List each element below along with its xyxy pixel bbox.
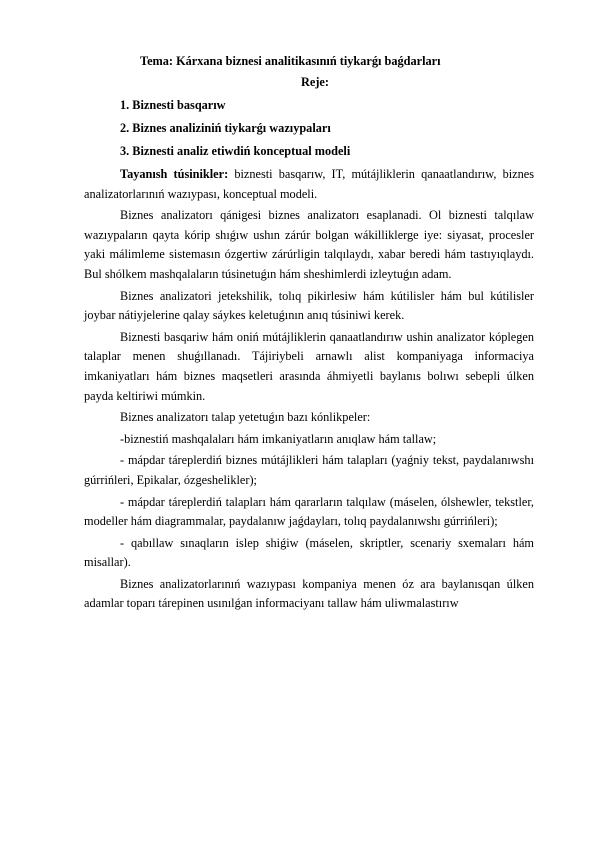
list-item-3: - mápdar táreplerdiń talapları hám qararların talqılaw (máselen, ólshewler, tekstler, modeller hám diagrammalar, paydalanıw jaǵdayları, tolıq paydalanıwshı gúrrińleri); bbox=[84, 494, 534, 529]
plan-heading: Reje: bbox=[301, 75, 329, 89]
plan-item-2: 2. Biznes analiziniń tiykarǵı wazıypaları bbox=[120, 121, 331, 135]
list-item-4: - qabıllaw sınaqların islep shiǵiw (máselen, skriptler, scenariy sxemaları hám misallar). bbox=[84, 535, 534, 570]
plan-item-3: 3. Biznesti analiz etiwdiń konceptual modeli bbox=[120, 144, 351, 158]
key-terms-text: biznesti basqarıw, IT, mútájliklerin qanaatlandırıw, biznes analizatorlarınıń wazıypası, konceptual modeli. bbox=[84, 167, 534, 201]
list-item-2: - mápdar táreplerdiń biznes mútájlikleri hám talapları (yaǵniy tekst, paydalanıwshı gúrrińleri, Epikalar, ózgeshelikler); bbox=[84, 453, 534, 487]
document-page bbox=[84, 52, 534, 614]
paragraph-2: Biznes analizatori jetekshilik, tolıq pikirlesiw hám kútilisler hám bul kútilisler joybar nátiyjelerine qalay sáykes keletuǵının anıq túsiniwi kerek. bbox=[84, 288, 534, 323]
key-terms-label: Tayanısh túsinikler: bbox=[120, 167, 229, 181]
paragraph-5: Biznes analizatorlarınıń wazıypası kompaniya menen óz ara baylanısqan úlken adamlar toparı tárepinen usınılǵan informaciyanı tallaw hám uliwmalastırıw bbox=[84, 576, 534, 611]
paragraph-1: Biznes analizatorı qánigesi biznes analizatorı esaplanadi. Ol biznesti talqılaw wazıypaların qayta kórip shıǵıw ushın zárúr bolgan wákilliklerge iye: siyasat, procesler yaki málimleme sistemasın ózgertiw zárúrligin talqılaydı, xabar beredi hám tastıyıqlaydı. Bul shólkem mashqalaların túsinetuǵın hám sheshimlerdi izleytuǵın adam. bbox=[84, 208, 534, 281]
document-title: Tema: Kárxana biznesi analitikasınıń tiykarǵı baǵdarları bbox=[140, 54, 441, 68]
list-item-1: -biznestiń mashqalaları hám imkaniyatların anıqlaw hám tallaw; bbox=[120, 431, 437, 446]
paragraph-3: Biznesti basqariw hám oniń mútájliklerin qanaatlandırıw ushin analizator kóplegen talaplar menen shuǵıllanadı. Tájiriybeli arnawlı alist kompaniyaga informaciya imkaniyatları hám biznes maqsetleri arasında áhmiyetli baylanıs bolıwı sebepli úlken payda keltiriwi múmkin. bbox=[84, 329, 534, 403]
plan-item-1: 1. Biznesti basqarıw bbox=[120, 98, 226, 112]
key-terms-paragraph bbox=[84, 165, 534, 204]
paragraph-4: Biznes analizatorı talap yetetuǵın bazı kónlikpeler: bbox=[120, 410, 371, 425]
